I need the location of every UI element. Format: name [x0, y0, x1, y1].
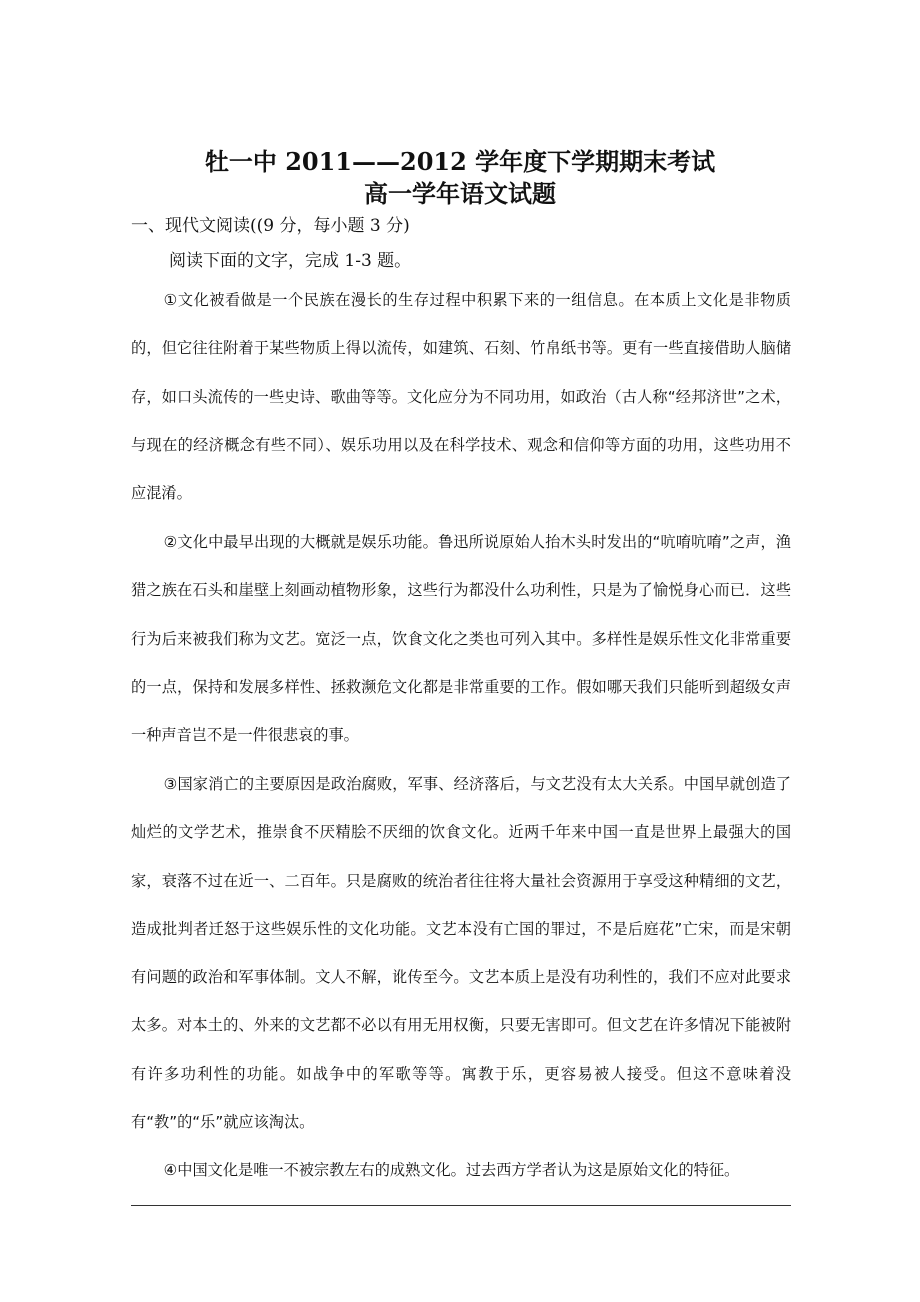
paragraph-2: ②文化中最早出现的大概就是娱乐功能。鲁迅所说原始人抬木头时发出的“吭唷吭唷”之声，渔猎之族在石头和崖壁上刻画动植物形象，这些行为都没什么功利性，只是为了愉悦身心而已．这些行为后来被我们称为文艺。宽泛一点，饮食文化之类也可列入其中。多样性是娱乐性文化非常重要的一点，保持和发展多样性、拯救濒危文化都是非常重要的工作。假如哪天我们只能听到超级女声一种声音岂不是一件很悲哀的事。 [131, 533, 791, 745]
page-bottom-divider [131, 1205, 791, 1206]
section-heading: 一、现代文阅读((9 分，每小题 3 分) [131, 216, 410, 236]
reading-instruction: 阅读下面的文字，完成 1-3 题。 [169, 251, 412, 271]
paragraph-1: ①文化被看做是一个民族在漫长的生存过程中积累下来的一组信息。在本质上文化是非物质的，但它往往附着于某些物质上得以流传，如建筑、石刻、竹帛纸书等。更有一些直接借助人脑储存，如口头流传的一些史诗、歌曲等等。文化应分为不同功用，如政治（古人称“经邦济世”之术，与现在的经济概念有些不同）、娱乐功用以及在科学技术、观念和信仰等方面的功用，这些功用不应混淆。 [131, 291, 791, 503]
exam-title: 牡一中 2011——2012 学年度下学期期末考试 [204, 147, 716, 176]
paragraph-3: ③国家消亡的主要原因是政治腐败，军事、经济落后，与文艺没有太大关系。中国早就创造了灿烂的文学艺术，推崇食不厌精脍不厌细的饮食文化。近两千年来中国一直是世界上最强大的国家，衰落不过在近一、二百年。只是腐败的统治者往往将大量社会资源用于享受这种精细的文艺，造成批判者迁怒于这些娱乐性的文化功能。文艺本没有亡国的罪过，不是后庭花”亡宋，而是宋朝有问题的政治和军事体制。文人不解，讹传至今。文艺本质上是没有功利性的，我们不应对此要求太多。对本土的、外来的文艺都不必以有用无用权衡，只要无害即可。但文艺在许多情况下能被附有许多功利性的功能。如战争中的军歌等等。寓教于乐，更容易被人接受。但这不意味着没有“教”的“乐”就应该淘汰。 [131, 775, 791, 1132]
paragraph-4: ④中国文化是唯一不被宗教左右的成熟文化。过去西方学者认为这是原始文化的特征。 [163, 1161, 740, 1179]
exam-subtitle: 高一学年语文试题 [364, 179, 556, 208]
